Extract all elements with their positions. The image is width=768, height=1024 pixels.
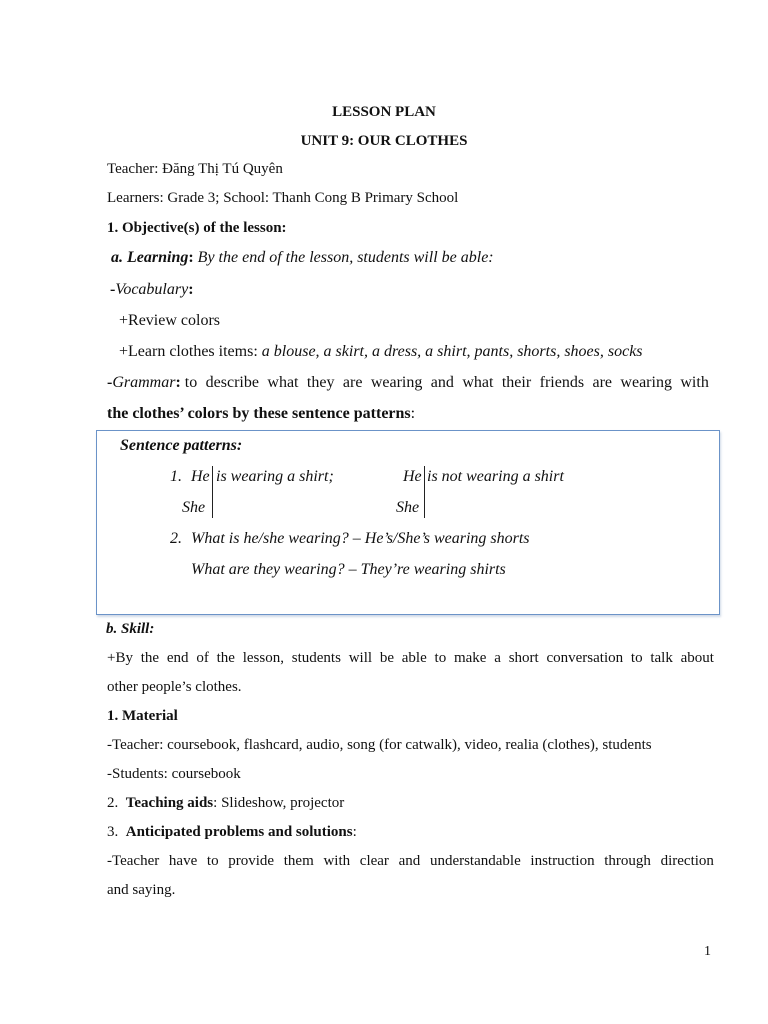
grammar-word: and: [430, 374, 454, 391]
pattern-1-left-he: He: [191, 468, 210, 485]
learning-line: [111, 250, 494, 266]
skill-word: students: [291, 650, 341, 666]
grammar-line-2-colon: :: [410, 405, 416, 422]
vocab-item-clothes-list: a blouse, a skirt, a dress, a shirt, pants, shorts, shoes, socks: [261, 343, 643, 360]
skill-word: lesson,: [242, 650, 284, 666]
grammar-word: they: [306, 374, 335, 391]
problems-word: direction: [660, 853, 714, 869]
problems-word: and: [398, 853, 421, 869]
vocab-item-clothes-prefix: +Learn clothes items:: [119, 343, 262, 360]
pattern-1-left-text: is wearing a shirt;: [216, 468, 334, 485]
skill-word: a: [494, 650, 501, 666]
problems-label: Anticipated problems and solutions: [125, 824, 353, 840]
pattern-2-number: 2.: [170, 530, 182, 547]
pattern-1-right-he: He: [403, 468, 422, 485]
pattern-1-right-bracket: [424, 466, 425, 518]
vocab-item-clothes: [119, 344, 643, 360]
objectives-heading: 1. Objective(s) of the lesson:: [107, 220, 287, 236]
grammar-word: their: [501, 374, 532, 391]
teaching-aids-line: [107, 796, 344, 811]
pattern-1-left-bracket: [212, 466, 213, 518]
grammar-word: with: [680, 374, 709, 391]
grammar-line-2: [107, 406, 415, 422]
pattern-2-line-2: What are they wearing? – They’re wearing shirts: [191, 561, 506, 578]
material-teacher: -Teacher: coursebook, flashcard, audio, song (for catwalk), video, realia (clothes), students: [107, 737, 652, 753]
problems-line-2: and saying.: [107, 882, 176, 898]
grammar-word: describe: [205, 374, 259, 391]
skill-word: be: [379, 650, 394, 666]
pattern-1-right-text: is not wearing a shirt: [427, 468, 564, 485]
vocab-dash: -: [110, 281, 116, 298]
skill-word: make: [453, 650, 487, 666]
grammar-word: are: [592, 374, 612, 391]
vocab-label: Vocabulary: [115, 281, 189, 298]
grammar-label: [107, 375, 197, 391]
skill-word: end: [166, 650, 189, 666]
grammar-word: are: [342, 374, 363, 391]
problems-number: 3.: [107, 824, 119, 840]
grammar-line: [107, 375, 709, 391]
problems-word: clear: [359, 853, 389, 869]
problems-heading-line: [107, 825, 357, 840]
grammar-word: friends: [539, 374, 585, 391]
problems-word: them: [283, 853, 314, 869]
skill-word: to: [630, 650, 643, 666]
skill-heading: b. Skill:: [106, 621, 155, 637]
teaching-aids-label: Teaching aids: [125, 795, 214, 811]
problems-line-1: [107, 854, 714, 869]
material-students: -Students: coursebook: [107, 766, 241, 782]
vocab-item-review: +Review colors: [119, 312, 220, 329]
grammar-word: what: [462, 374, 494, 391]
skill-word: the: [140, 650, 160, 666]
pattern-1-right-she: She: [396, 499, 420, 516]
sentence-patterns-box: [96, 430, 720, 615]
learning-label: a. Learning: [111, 249, 189, 266]
problems-word: instruction: [530, 853, 595, 869]
problems-word: provide: [228, 853, 275, 869]
teaching-aids-number: 2.: [107, 795, 119, 811]
problems-word: have: [168, 853, 198, 869]
grammar-label-text: Grammar: [112, 374, 176, 391]
pattern-1-left-she: She: [182, 499, 206, 516]
learners-line: Learners: Grade 3; School: Thanh Cong B Primary School: [107, 190, 459, 206]
problems-word: through: [604, 853, 651, 869]
grammar-word: what: [267, 374, 299, 391]
page-number: 1: [704, 944, 711, 959]
grammar-dash: -: [107, 374, 113, 391]
skill-word: will: [348, 650, 373, 666]
learning-colon: :: [188, 249, 194, 266]
teaching-aids-text: : Slideshow, projector: [213, 795, 345, 811]
grammar-word: to: [184, 374, 198, 391]
grammar-colon: :: [175, 374, 181, 391]
material-heading: 1. Material: [107, 708, 178, 724]
skill-word: +By: [107, 650, 133, 666]
problems-word: to: [206, 853, 219, 869]
grammar-line-2-text: the clothes’ colors by these sentence patterns: [107, 405, 411, 422]
problems-colon: :: [352, 824, 357, 840]
sentence-patterns-heading: Sentence patterns:: [120, 437, 243, 454]
problems-word: with: [323, 853, 351, 869]
learning-text: By the end of the lesson, students will be able:: [197, 249, 494, 266]
vocab-colon: :: [188, 281, 194, 298]
skill-word: short: [508, 650, 539, 666]
skill-word: to: [434, 650, 447, 666]
grammar-word: wearing: [620, 374, 672, 391]
problems-word: -Teacher: [107, 853, 160, 869]
skill-line-2: other people’s clothes.: [107, 679, 242, 695]
skill-word: able: [401, 650, 427, 666]
unit-title: UNIT 9: OUR CLOTHES: [300, 133, 468, 149]
skill-word: talk: [650, 650, 673, 666]
page-title: LESSON PLAN: [332, 104, 436, 120]
pattern-1-number: 1.: [170, 468, 182, 485]
vocabulary-line: [110, 282, 194, 298]
skill-word: the: [216, 650, 235, 666]
skill-word: conversation: [546, 650, 624, 666]
skill-word: about: [680, 650, 714, 666]
skill-line-1: [107, 651, 714, 666]
grammar-word: wearing: [370, 374, 423, 391]
pattern-2-line-1: What is he/she wearing? – He’s/She’s wearing shorts: [191, 530, 530, 547]
teacher-line: Teacher: Đăng Thị Tú Quyên: [107, 161, 283, 177]
problems-word: understandable: [429, 853, 521, 869]
skill-word: of: [196, 650, 209, 666]
